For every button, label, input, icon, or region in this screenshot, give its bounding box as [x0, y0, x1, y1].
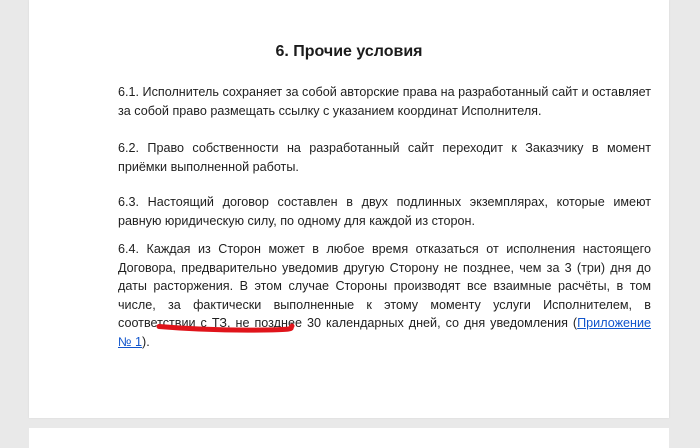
clause-6-4-closing: ). [142, 334, 150, 349]
clause-6-4-text: 6.4. Каждая из Сторон может в любое время отказаться от исполнения настоящего Договора, предварительно уведомив другую Сторону не позднее, чем за 3 (три) дня до даты расторжения. В этом случае Стороны производят все взаимные расчёты, в том числе, за фактически выполненные к этому моменту услуги Исполнителем, в соответствии с ТЗ, не позднее 30 календарных дней, со дня уведомления ( [118, 242, 651, 330]
clause-6-2: 6.2. Право собственности на разработанный сайт переходит к Заказчику в момент приёмки выполненной работы. [118, 141, 651, 174]
clause-6-4 [118, 240, 651, 351]
clause-6-1: 6.1. Исполнитель сохраняет за собой авторские права на разработанный сайт и оставляет за собой право размещать ссылку с указанием координат Исполнителя. [118, 85, 651, 118]
appendix-link[interactable]: Приложение № 1 [118, 316, 651, 349]
section-heading: 6. Прочие условия [275, 43, 423, 60]
document-page [29, 0, 669, 418]
clause-6-3: 6.3. Настоящий договор составлен в двух подлинных экземплярах, которые имеют равную юридическую силу, по одному для каждой из сторон. [118, 195, 651, 228]
next-page-edge [29, 428, 669, 448]
